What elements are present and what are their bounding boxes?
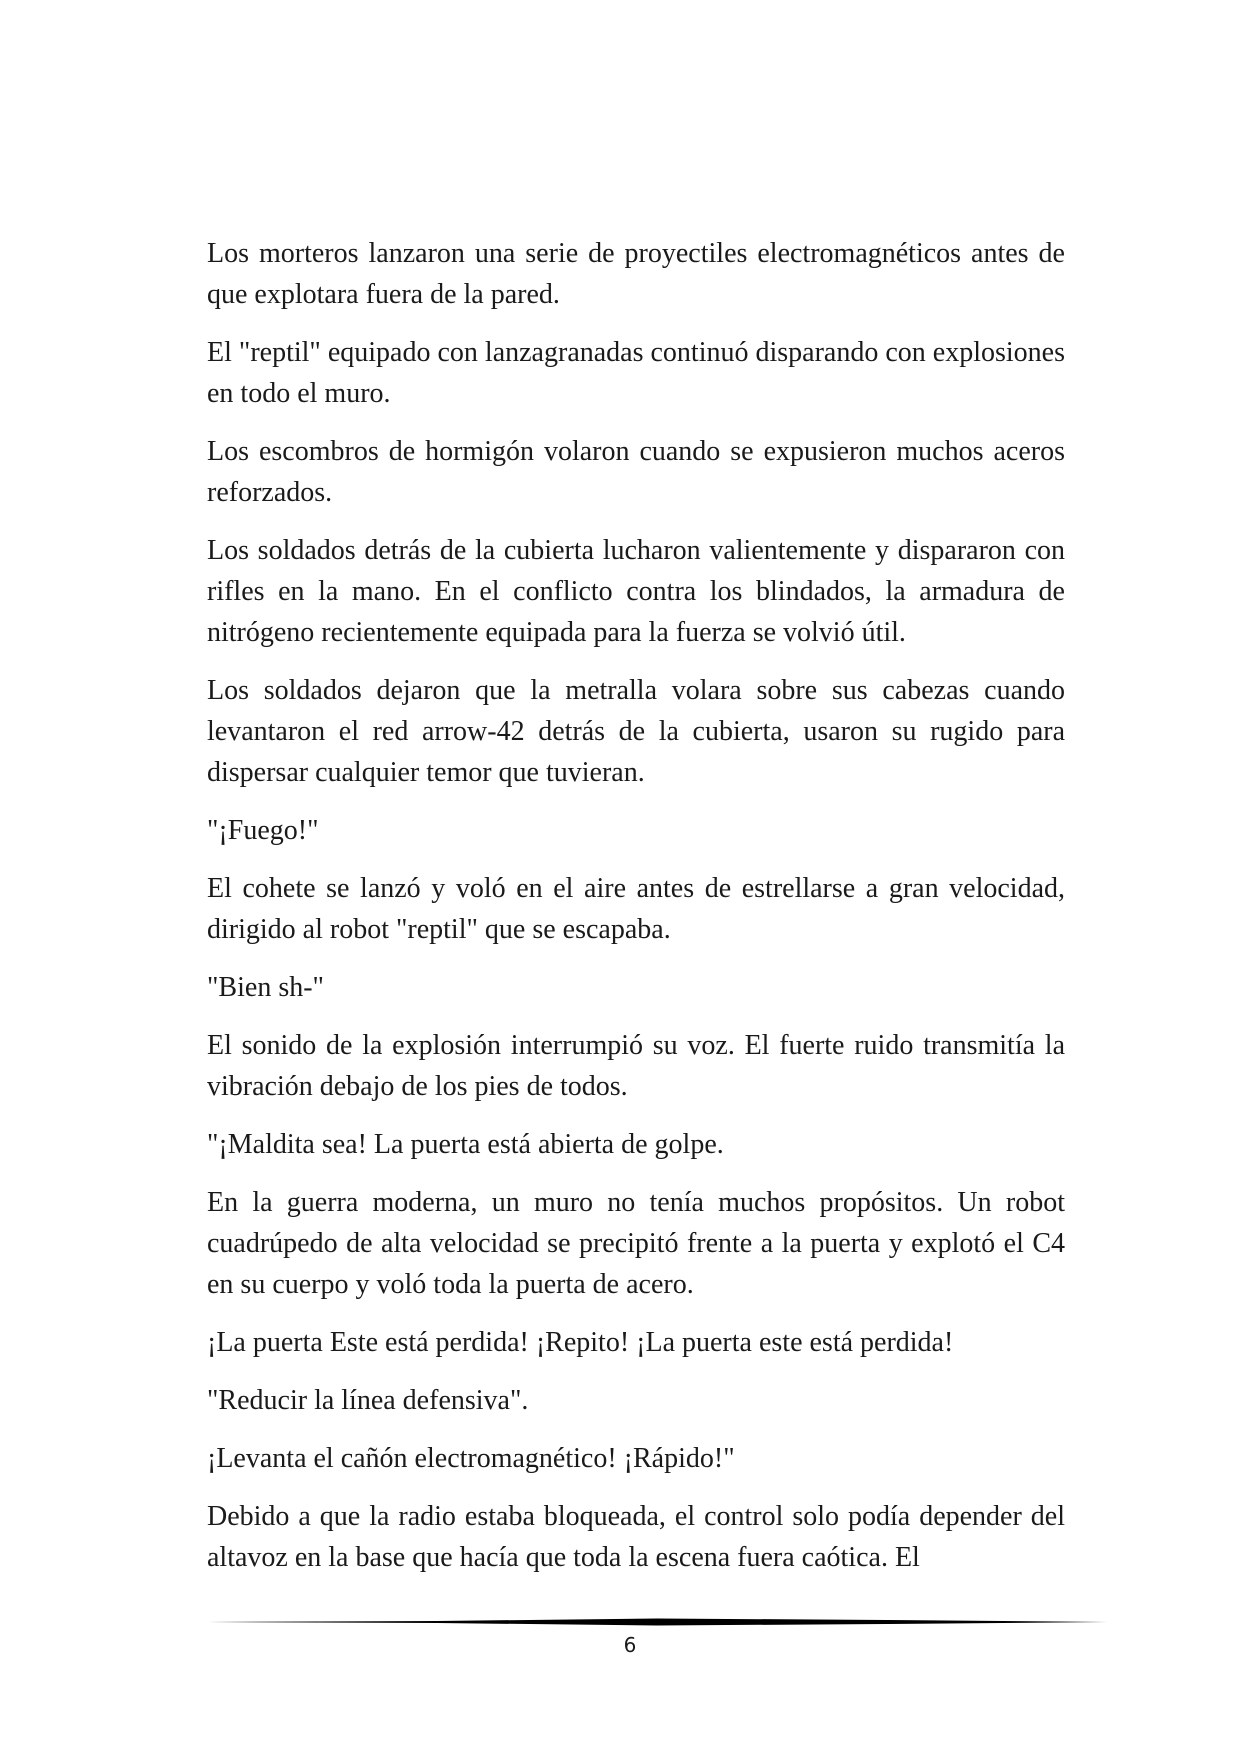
paragraph: "Bien sh-" [207,972,324,1003]
paragraph: ¡La puerta Este está perdida! ¡Repito! ¡La puerta este está perdida! [207,1327,954,1358]
paragraph: El sonido de la explosión interrumpió su voz. El fuerte ruido transmitía la vibración debajo de los pies de todos. [207,1030,1065,1102]
paragraph: El cohete se lanzó y voló en el aire antes de estrellarse a gran velocidad, dirigido al robot "reptil" que se escapaba. [207,873,1065,945]
footer-rule-line [207,1619,1107,1626]
page-number: 6 [623,1633,637,1657]
paragraph: Los escombros de hormigón volaron cuando se expusieron muchos aceros reforzados. [207,436,1065,508]
paragraph: ¡Levanta el cañón electromagnético! ¡Rápido!" [207,1443,735,1474]
paragraph: Los morteros lanzaron una serie de proyectiles electromagnéticos antes de que explotara fuera de la pared. [207,238,1065,310]
paragraph: En la guerra moderna, un muro no tenía muchos propósitos. Un robot cuadrúpedo de alta velocidad se precipitó frente a la puerta y explotó el C4 en su cuerpo y voló toda la puerta de acero. [207,1187,1065,1300]
paragraph: "¡Fuego!" [207,815,319,846]
body-text [207,233,1065,1595]
paragraph: El "reptil" equipado con lanzagranadas continuó disparando con explosiones en todo el muro. [207,337,1065,409]
footer-rule [207,1616,1107,1628]
paragraph: Los soldados detrás de la cubierta lucharon valientemente y dispararon con rifles en la mano. En el conflicto contra los blindados, la armadura de nitrógeno recientemente equipada para la fuerza se volvió útil. [207,535,1065,648]
paragraph: "Reducir la línea defensiva". [207,1385,529,1416]
paragraph: Debido a que la radio estaba bloqueada, el control solo podía depender del altavoz en la base que hacía que toda la escena fuera caótica. El [207,1501,1065,1573]
paragraph: Los soldados dejaron que la metralla volara sobre sus cabezas cuando levantaron el red arrow-42 detrás de la cubierta, usaron su rugido para dispersar cualquier temor que tuvieran. [207,675,1065,788]
paragraph: "¡Maldita sea! La puerta está abierta de golpe. [207,1129,724,1160]
